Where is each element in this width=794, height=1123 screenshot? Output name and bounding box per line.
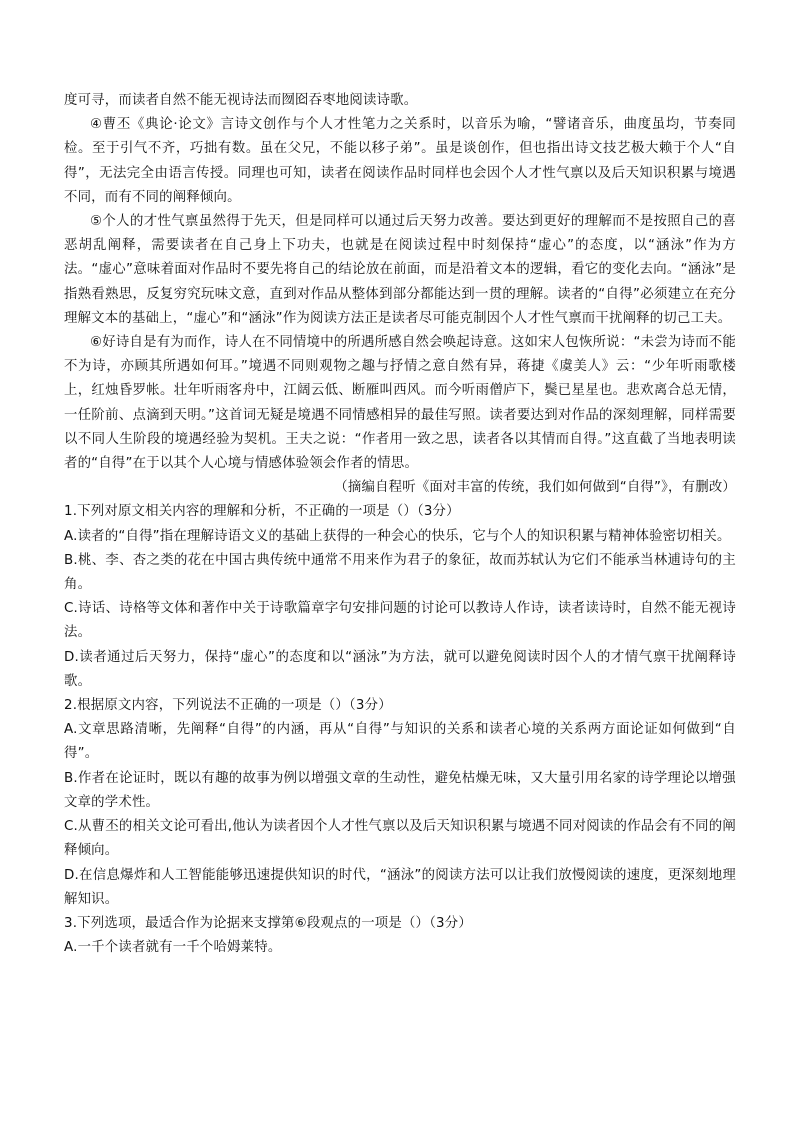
option-b: B.作者在论证时，既以有趣的故事为例以增强文章的生动性，避免枯燥无味，又大量引用名家的诗学理论以增强文章的学术性。 bbox=[64, 770, 736, 810]
document-body bbox=[64, 89, 736, 960]
option-a: A.读者的“自得”指在理解诗语文义的基础上获得的一种会心的快乐，它与个人的知识积累与精神体验密切相关。 bbox=[64, 528, 731, 544]
option-a: A.文章思路清晰，先阐释“自得”的内涵，再从“自得”与知识的关系和读者心境的关系两方面论证如何做到“自得”。 bbox=[64, 722, 736, 762]
paragraph-6: ⑥好诗自是有为而作，诗人在不同情境中的所遇所感自然会唤起诗意。这如宋人包恢所说：“未尝为诗而不能不为诗，亦顾其所遇如何耳。”境遇不同则观物之趣与抒情之意自然有异，蒋捷《虞美人》云：“少年听雨歌楼上，红烛昏罗帐。壮年听雨客舟中，江阔云低、断雁叫西风。而今听雨僧庐下，鬓已星星也。悲欢离合总无情，一任阶前、点滴到天明。”这首词无疑是境遇不同情感相异的最佳写照。读者要达到对作品的深刻理解，同样需要以不同人生阶段的境遇经验为契机。王夫之说：“作者用一致之思，读者各以其情而自得。”这直截了当地表明读者的“自得”在于以其个人心境与情感体验领会作者的情思。 bbox=[64, 335, 736, 472]
source-citation: （摘编自程听《面对丰富的传统，我们如何做到“自得”》，有删改） bbox=[334, 480, 736, 496]
question-stem: 2.根据原文内容，下列说法不正确的一项是（）（3分） bbox=[64, 698, 392, 714]
option-d: D.在信息爆炸和人工智能能够迅速提供知识的时代，“涵泳”的阅读方法可以让我们放慢阅读的速度，更深刻地理解知识。 bbox=[64, 867, 736, 907]
option-a: A.一千个读者就有一千个哈姆莱特。 bbox=[64, 940, 282, 956]
option-c: C.诗话、诗格等文体和著作中关于诗歌篇章字句安排问题的讨论可以教诗人作诗，读者读诗时，自然不能无视诗法。 bbox=[64, 601, 736, 641]
paragraph-4: ④曹丕《典论·论文》言诗文创作与个人才性笔力之关系时，以音乐为喻，“譬诸音乐，曲度虽均，节奏同检。至于引气不齐，巧拙有数。虽在父兄，不能以移子弟”。虽是谈创作，但也指出诗文技艺极大赖于个人“自得”，无法完全由语言传授。同理也可知，读者在阅读作品时同样也会因个人才性气禀以及后天知识积累与境遇不同，而有不同的阐释倾向。 bbox=[64, 117, 736, 205]
paragraph-continuation: 度可寻，而读者自然不能无视诗法而囫囵吞枣地阅读诗歌。 bbox=[64, 93, 418, 108]
paragraph-5: ⑤个人的才性气禀虽然得于先天，但是同样可以通过后天努力改善。要达到更好的理解而不是按照自己的喜恶胡乱阐释，需要读者在自己身上下功夫，也就是在阅读过程中时刻保持“虚心”的态度，以“涵泳”作为方法。“虚心”意味着面对作品时不要先将自己的结论放在前面，而是沿着文本的逻辑，看它的变化去向。“涵泳”是指熟看熟思，反复穷究玩味文意，直到对作品从整体到部分都能达到一贯的理解。读者的“自得”必须建立在充分理解文本的基础上，“虚心”和“涵泳”作为阅读方法正是读者尽可能克制因个人才性气禀而干扰阐释的切己工夫。 bbox=[64, 214, 736, 326]
option-c: C.从曹丕的相关文论可看出,他认为读者因个人才性气禀以及后天知识积累与境遇不同对阅读的作品会有不同的阐释倾向。 bbox=[64, 819, 736, 859]
question-stem: 1.下列对原文相关内容的理解和分析，不正确的一项是（）（3分） bbox=[64, 504, 460, 520]
option-b: B.桃、李、杏之类的花在中国古典传统中通常不用来作为君子的象征，故而苏轼认为它们不能承当林逋诗句的主角。 bbox=[64, 552, 736, 593]
question-2 bbox=[64, 694, 736, 912]
question-stem: 3.下列选项，最适合作为论据来支撑第⑥段观点的一项是（）（3分） bbox=[64, 915, 472, 931]
question-3 bbox=[64, 912, 736, 960]
question-1 bbox=[64, 500, 736, 694]
option-d: D.读者通过后天努力，保持“虚心”的态度和以“涵泳”为方法，就可以避免阅读时因个人的才情气禀干扰阐释诗歌。 bbox=[64, 649, 736, 689]
